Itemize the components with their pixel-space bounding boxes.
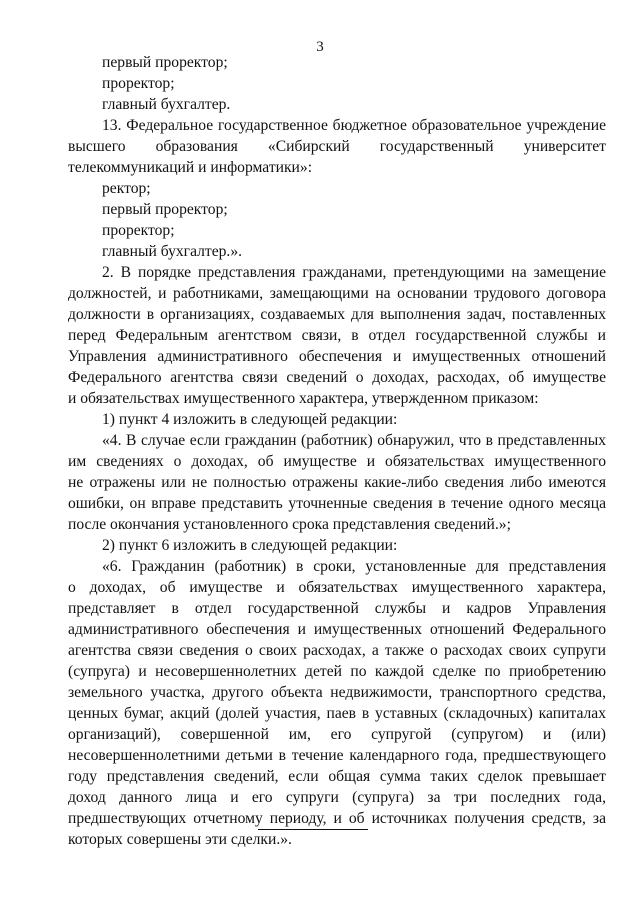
text-line: 1) пункт 4 изложить в следующей редакции: bbox=[102, 411, 398, 428]
text-line: телекоммуникаций и информатики»: bbox=[68, 159, 313, 176]
text-line: административного обеспечения и имущественных отношений Федерального bbox=[68, 621, 606, 638]
document-body bbox=[68, 52, 606, 850]
text-line: должности в организациях, создаваемых для выполнения задач, поставленных bbox=[68, 306, 606, 323]
text-line: доход данного лица и его супруги (супруга) за три последних года, bbox=[68, 789, 606, 806]
text-line: должностей, и работниками, замещающими на основании трудового договора bbox=[68, 285, 606, 302]
text-line: (супруга) и несовершеннолетних детей по каждой сделке по приобретению bbox=[68, 663, 606, 680]
text-line: Федерального агентства связи сведений о доходах, расходах, об имуществе bbox=[68, 369, 606, 386]
text-line: первый проректор; bbox=[102, 201, 228, 218]
text-line: проректор; bbox=[102, 222, 175, 239]
text-line: 2) пункт 6 изложить в следующей редакции: bbox=[102, 537, 398, 554]
text-line: проректор; bbox=[102, 75, 175, 92]
text-line: 2. В порядке представления гражданами, претендующими на замещение bbox=[102, 264, 606, 281]
text-line: предшествующих отчетному периоду, и об источниках получения средств, за bbox=[68, 810, 606, 827]
text-line: которых совершены эти сделки.». bbox=[68, 831, 292, 848]
end-separator-line bbox=[258, 829, 368, 830]
text-line: о доходах, об имуществе и обязательствах имущественного характера, bbox=[68, 579, 606, 596]
text-line: ошибки, он вправе представить уточненные сведения в течение одного месяца bbox=[68, 495, 606, 512]
page-number: 3 bbox=[316, 39, 324, 55]
text-line: и обязательствах имущественного характера, утвержденном приказом: bbox=[68, 390, 539, 407]
text-line: агентства связи сведения о своих расходах, а также о расходах своих супруги bbox=[68, 642, 606, 659]
text-line: главный бухгалтер.». bbox=[102, 243, 243, 260]
text-line: высшего образования «Сибирский государственный университет bbox=[68, 138, 606, 155]
text-line: «6. Гражданин (работник) в сроки, установленные для представления bbox=[102, 558, 606, 575]
text-line: перед Федеральным агентством связи, в отдел государственной службы и bbox=[68, 327, 606, 344]
text-line: не отражены или не полностью отражены какие-либо сведения либо имеются bbox=[68, 474, 606, 491]
text-line: организаций), совершенной им, его супругой (супругом) и (или) bbox=[68, 726, 606, 743]
text-line: главный бухгалтер. bbox=[102, 96, 231, 113]
text-line: «4. В случае если гражданин (работник) обнаружил, что в представленных bbox=[102, 432, 606, 449]
text-line: 13. Федеральное государственное бюджетное образовательное учреждение bbox=[102, 117, 606, 134]
text-line: Управления административного обеспечения и имущественных отношений bbox=[68, 348, 606, 365]
text-line: несовершеннолетними детьми в течение календарного года, предшествующего bbox=[68, 747, 606, 764]
text-line: ценных бумаг, акций (долей участия, паев в уставных (складочных) капиталах bbox=[68, 705, 606, 722]
text-line: представляет в отдел государственной службы и кадров Управления bbox=[68, 600, 606, 617]
text-line: после окончания установленного срока представления сведений.»; bbox=[68, 516, 511, 533]
text-line: земельного участка, другого объекта недвижимости, транспортного средства, bbox=[68, 684, 606, 701]
text-line: ректор; bbox=[102, 180, 151, 197]
text-line: году представления сведений, если общая сумма таких сделок превышает bbox=[68, 768, 606, 785]
text-line: первый проректор; bbox=[102, 54, 228, 71]
text-line: им сведениях о доходах, об имуществе и обязательствах имущественного bbox=[68, 453, 606, 470]
